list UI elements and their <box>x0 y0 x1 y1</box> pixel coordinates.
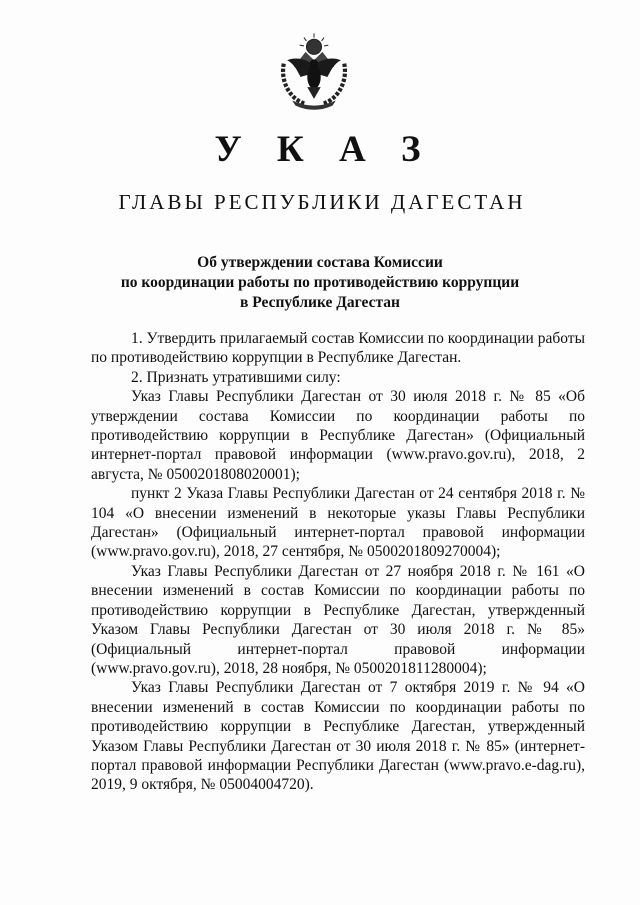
decree-body <box>91 329 585 795</box>
paragraph: 2. Признать утратившими силу: <box>131 368 341 386</box>
dagestan-coat-of-arms-icon <box>272 30 356 114</box>
paragraph: Указ Главы Республики Дагестан от 30 июля 2018 г. № 85 «Об утверждении состава Комиссии по координации работы по противодействию коррупции в Республике Дагестан» (Официальный интернет-портал правовой информации (www.pravo.gov.ru), 2018, 2 августа, № 0500201808020001); <box>91 388 585 483</box>
paragraph: пункт 2 Указа Главы Республики Дагестан от 24 сентября 2018 г. № 104 «О внесении изменений в некоторые указы Главы Республики Дагестан» (Официальный интернет-портал правовой информации (www.pravo.gov.ru), 2018, 27 сентября, № 0500201809270004); <box>91 485 585 561</box>
heading-line: в Республике Дагестан <box>240 294 400 311</box>
heading-line: Об утверждении состава Комиссии <box>197 254 443 271</box>
document-subtitle: ГЛАВЫ РЕСПУБЛИКИ ДАГЕСТАН <box>118 190 526 214</box>
paragraph: Указ Главы Республики Дагестан от 7 октября 2019 г. № 94 «О внесении изменений в состав Комиссии по координации работы по противодействию коррупции в Республике Дагестан, утвержденный Указом Главы Республики Дагестан от 30 июля 2018 г. № 85» (интернет-портал правовой информации Республики Дагестан (www.pravo.e-dag.ru), 2019, 9 октября, № 05004004720). <box>91 679 585 794</box>
decree-heading <box>90 253 550 313</box>
paragraph: Указ Главы Республики Дагестан от 27 ноября 2018 г. № 161 «О внесении изменений в состав Комиссии по координации работы по противодействию коррупции в Республике Дагестан, утвержденный Указом Главы Республики Дагестан от 30 июля 2018 г. № 85» (Официальный интернет-портал правовой информации (www.pravo.gov.ru), 2018, 28 ноября, № 0500201811280004); <box>91 562 585 677</box>
heading-line: по координации работы по противодействию коррупции <box>120 274 520 291</box>
paragraph: 1. Утвердить прилагаемый состав Комиссии по координации работы по противодействию коррупции в Республике Дагестан. <box>91 330 585 367</box>
document-title: У К А З <box>214 129 434 170</box>
